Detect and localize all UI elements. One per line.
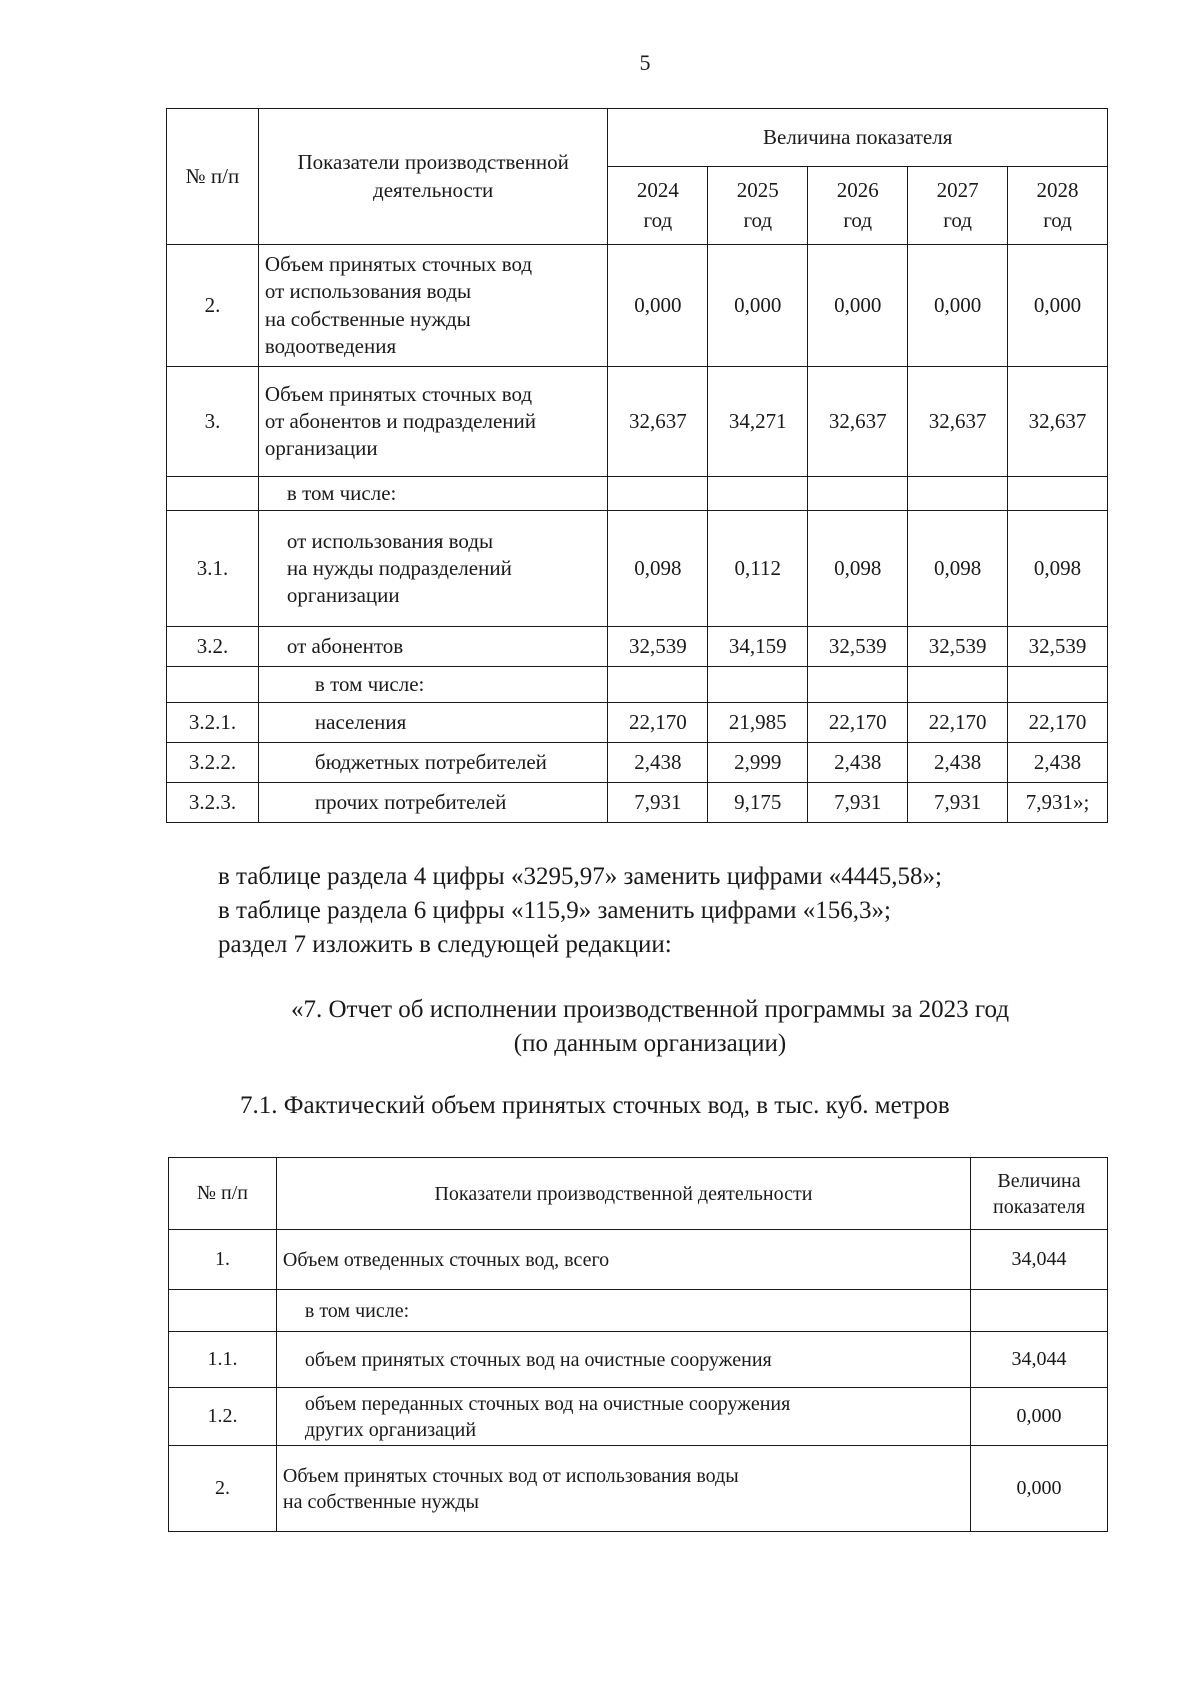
table-row: 3.2.1. населения 22,170 21,985 22,170 22,170 22,170 [167,703,1108,743]
table-row: 3.2.2. бюджетных потребителей 2,438 2,999 2,438 2,438 2,438 [167,743,1108,783]
table-row: в том числе: [167,477,1108,511]
header-year-2027: 2027 год [908,167,1008,245]
production-indicators-table [166,108,1108,823]
paragraph-line: раздел 7 изложить в следующей редакции: [218,931,672,958]
header-year-2026: 2026 год [808,167,908,245]
header-num: № п/п [167,109,259,245]
header-indicators: Показатели производственной деятельности [258,109,608,245]
section-heading: «7. Отчет об исполнении производственной программы за 2023 год (по данным организации) [290,996,1010,1057]
table-row: 3. Объем принятых сточных вод от абонентов и подразделений организации 32,637 34,271 32,637 32,637 32,637 [167,367,1108,477]
header-value: Величина показателя [608,109,1108,167]
table-row: 2. Объем принятых сточных вод от использования воды на собственные нужды водоотведения 0,000 0,000 0,000 0,000 0,000 [167,245,1108,367]
table-row: в том числе: [167,667,1108,703]
table-row: 3.1. от использования воды на нужды подразделений организации 0,098 0,112 0,098 0,098 0,098 [167,511,1108,627]
actual-volume-table [168,1157,1108,1532]
table-row: 2. Объем принятых сточных вод от использования воды на собственные нужды 0,000 [169,1446,1108,1532]
amendment-paragraphs [218,860,1118,962]
table-row: 1. Объем отведенных сточных вод, всего 34,044 [169,1230,1108,1290]
header-year-2024: 2024 год [608,167,708,245]
paragraph-line: в таблице раздела 4 цифры «3295,97» заменить цифрами «4445,58»; [218,863,942,890]
table-row: 1.1. объем принятых сточных вод на очистные сооружения 34,044 [169,1332,1108,1388]
header-year-2025: 2025 год [708,167,808,245]
table-row: 1.2. объем переданных сточных вод на очистные сооружения других организаций 0,000 [169,1388,1108,1446]
subsection-heading: 7.1. Фактический объем принятых сточных вод, в тыс. куб. метров [240,1092,950,1119]
table-row: 3.2. от абонентов 32,539 34,159 32,539 32,539 32,539 [167,627,1108,667]
header-num: № п/п [169,1158,277,1230]
paragraph-line: в таблице раздела 6 цифры «115,9» заменить цифрами «156,3»; [218,897,891,924]
page-number: 5 [639,50,651,75]
table-row: в том числе: [169,1290,1108,1332]
header-value: Величина показателя [971,1158,1108,1230]
table-row: 3.2.3. прочих потребителей 7,931 9,175 7,931 7,931 7,931»; [167,783,1108,823]
header-indicators: Показатели производственной деятельности [276,1158,970,1230]
header-year-2028: 2028 год [1008,167,1108,245]
